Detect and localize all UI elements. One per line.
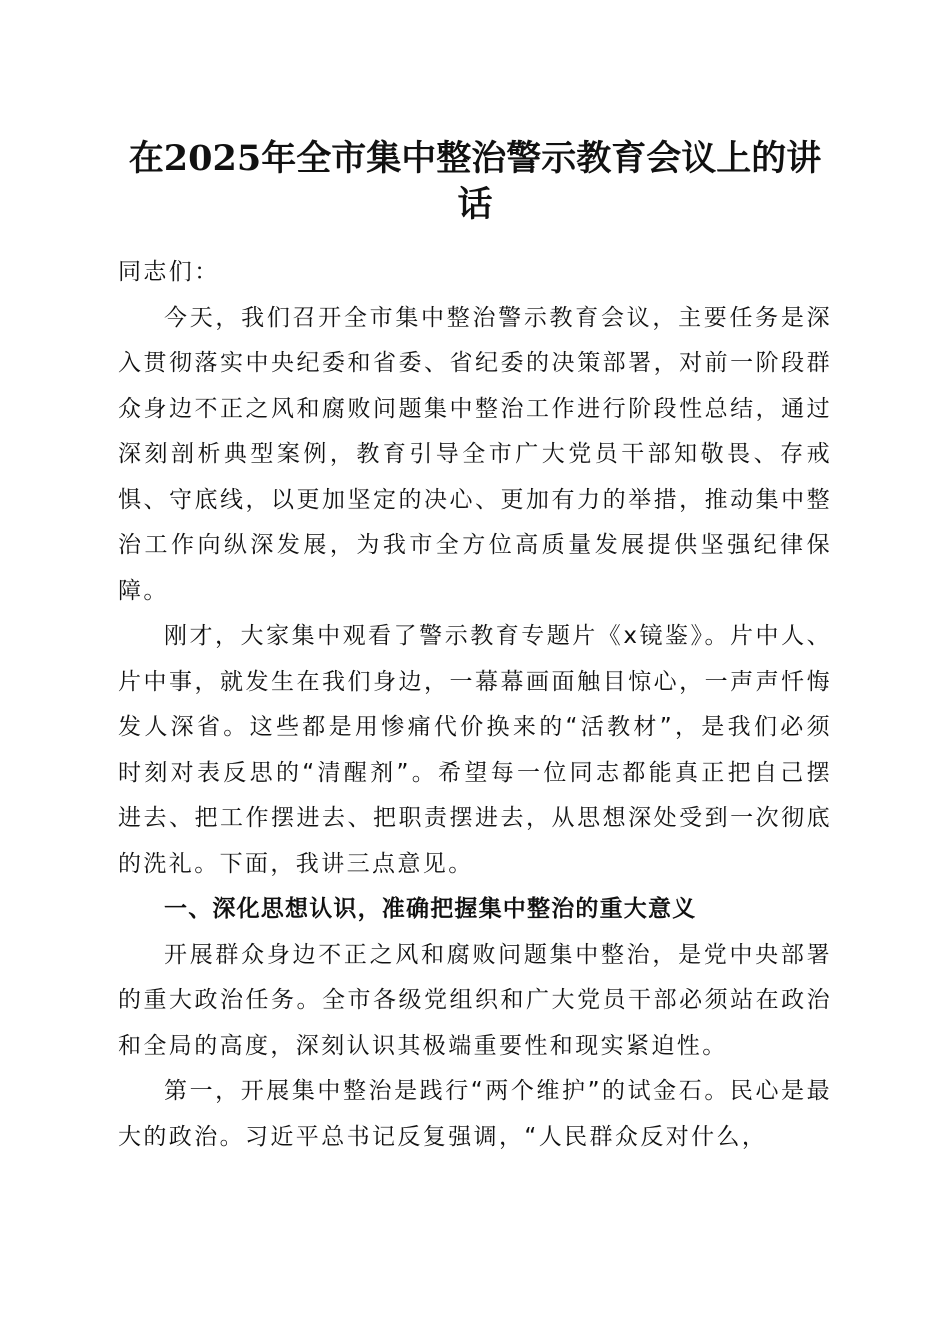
paragraph-intro: 今天，我们召开全市集中整治警示教育会议，主要任务是深入贯彻落实中央纪委和省委、省纪委的决策部署，对前一阶段群众身边不正之风和腐败问题集中整治工作进行阶段性总结，通过深刻剖析典型案例，教育引导全市广大党员干部知敬畏、存戒惧、守底线，以更加坚定的决心、更加有力的举措，推动集中整治工作向纵深发展，为我市全方位高质量发展提供坚强纪律保障。 [118,304,832,604]
document-body [118,250,832,1160]
document-title: 在2025年全市集中整治警示教育会议上的讲话 [128,138,822,225]
paragraph-section-intro: 开展群众身边不正之风和腐败问题集中整治，是党中央部署的重大政治任务。全市各级党组织和广大党员干部必须站在政治和全局的高度，深刻认识其极端重要性和现实紧迫性。 [118,941,832,1059]
salutation: 同志们： [118,259,220,285]
paragraph-point-one: 第一，开展集中整治是践行“两个维护”的试金石。民心是最大的政治。习近平总书记反复强调，“人民群众反对什么， [118,1078,832,1150]
paragraph-video: 刚才，大家集中观看了警示教育专题片《x镜鉴》。片中人、片中事，就发生在我们身边，一幕幕画面触目惊心，一声声忏悔发人深省。这些都是用惨痛代价换来的“活教材”，是我们必须时刻对表反思的“清醒剂”。希望每一位同志都能真正把自己摆进去、把工作摆进去、把职责摆进去，从思想深处受到一次彻底的洗礼。下面，我讲三点意见。 [118,623,832,877]
section-heading: 一、深化思想认识，准确把握集中整治的重大意义 [164,896,697,922]
